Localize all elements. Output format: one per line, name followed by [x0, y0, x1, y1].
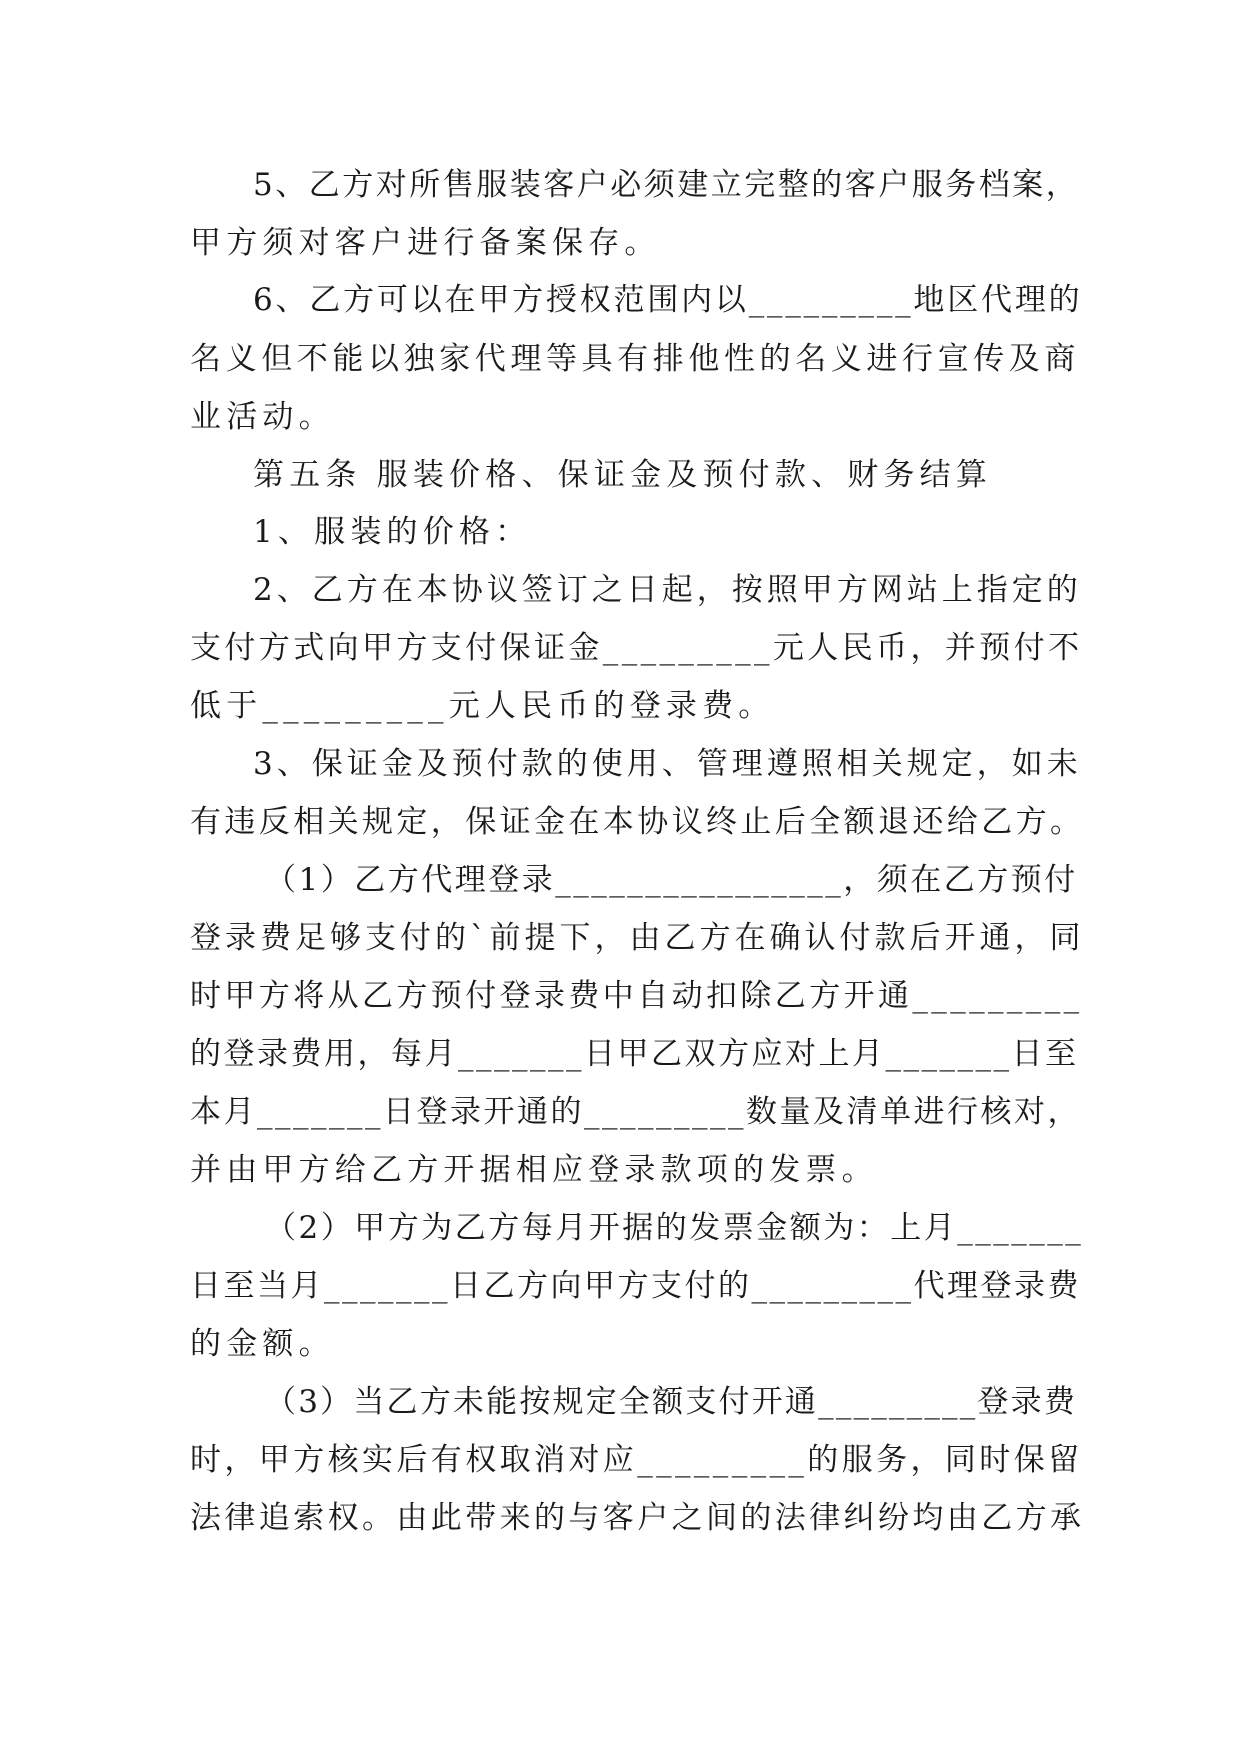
- text-line: （2）甲方为乙方每月开据的发票金额为：上月_______: [265, 1210, 1084, 1246]
- text-line: 业活动。: [190, 399, 335, 435]
- text-line: 登录费足够支付的`前提下，由乙方在确认付款后开通，同: [190, 920, 1085, 956]
- section-heading: 第五条 服装价格、保证金及预付款、财务结算: [253, 457, 993, 493]
- text-line: 6、乙方可以在甲方授权范围内以_________地区代理的: [253, 282, 1083, 318]
- text-line: 1、服装的价格：: [253, 514, 532, 550]
- text-line: 本月_______日登录开通的_________数量及清单进行核对，: [190, 1094, 1081, 1130]
- text-line: 名义但不能以独家代理等具有排他性的名义进行宣传及商: [190, 341, 1080, 377]
- text-line: 日至当月_______日乙方向甲方支付的_________代理登录费: [190, 1268, 1081, 1304]
- text-line: （1）乙方代理登录________________，须在乙方预付: [265, 862, 1078, 898]
- text-line: 甲方须对客户进行备案保存。: [190, 225, 661, 261]
- text-line: 5、乙方对所售服装客户必须建立完整的客户服务档案，: [253, 167, 1080, 203]
- text-line: 有违反相关规定，保证金在本协议终止后全额退还给乙方。: [190, 804, 1085, 840]
- text-line: 2、乙方在本协议签订之日起，按照甲方网站上指定的: [253, 572, 1082, 608]
- text-line: 的金额。: [190, 1326, 335, 1362]
- text-line: 时甲方将从乙方预付登录费中自动扣除乙方开通_________: [190, 978, 1083, 1014]
- text-line: 低于_________元人民币的登录费。: [190, 688, 775, 724]
- text-line: 时，甲方核实后有权取消对应_________的服务，同时保留: [190, 1442, 1083, 1478]
- text-line: 法律追索权。由此带来的与客户之间的法律纠纷均由乙方承: [190, 1500, 1085, 1536]
- text-line: 并由甲方给乙方开据相应登录款项的发票。: [190, 1152, 878, 1188]
- text-line: （3）当乙方未能按规定全额支付开通_________登录费: [265, 1384, 1078, 1420]
- text-line: 的登录费用，每月_______日甲乙双方应对上月_______日至: [190, 1036, 1079, 1072]
- text-line: 支付方式向甲方支付保证金_________元人民币，并预付不: [190, 630, 1083, 666]
- text-line: 3、保证金及预付款的使用、管理遵照相关规定，如未: [253, 746, 1082, 782]
